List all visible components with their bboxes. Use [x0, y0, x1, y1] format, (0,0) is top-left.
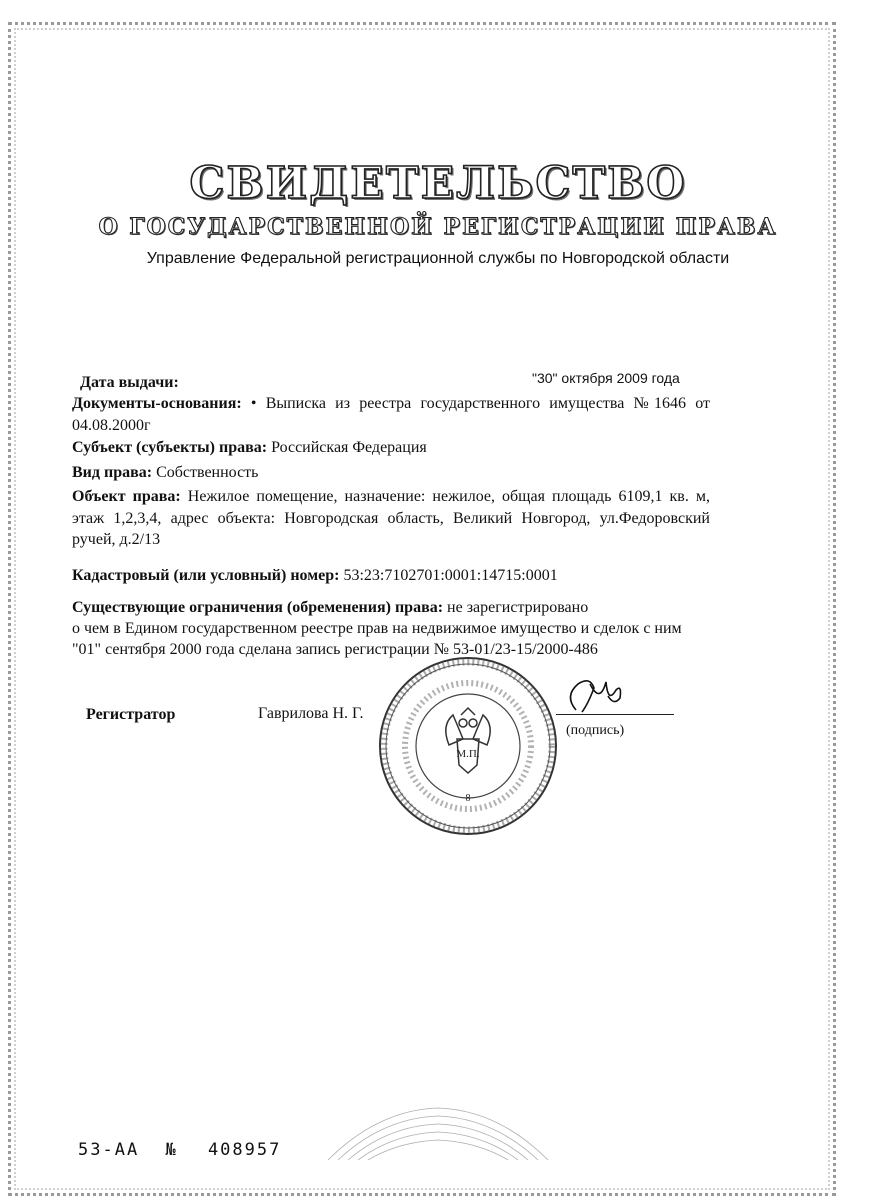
stamp-number: 8 [465, 793, 471, 804]
right-type [72, 462, 258, 484]
coat-of-arms-icon [446, 708, 490, 773]
registrar-name: Гаврилова Н. Г. [258, 705, 364, 722]
registry-record-line1: о чем в Едином государственном реестре прав на недвижимое имущество и сделок с ним [72, 620, 682, 637]
signature-line [556, 714, 674, 715]
signature-caption: (подпись) [566, 723, 625, 738]
document-subtitle: О ГОСУДАРСТВЕННОЙ РЕГИСТРАЦИИ ПРАВА [98, 214, 778, 240]
serial-number: 408957 [207, 1140, 282, 1160]
official-stamp [375, 653, 561, 839]
document-title: СВИДЕТЕЛЬСТВО [189, 158, 687, 209]
serial-no-label: № [165, 1140, 178, 1160]
issue-date-value: "30" октября 2009 года [532, 370, 680, 386]
encumbrances-value: не зарегистрировано [447, 599, 589, 616]
serial-series: 53-АА [78, 1140, 140, 1160]
right-object [72, 486, 710, 551]
encumbrances-label: Существующие ограничения (обременения) права: [72, 599, 444, 616]
documents-basis-label: Документы-основания: [72, 395, 242, 412]
cadastral-number [72, 565, 558, 587]
right-subject-value: Российская Федерация [271, 439, 427, 456]
right-type-value: Собственность [156, 464, 259, 481]
issuing-authority: Управление Федеральной регистрационной службы по Новгородской области [146, 250, 730, 267]
right-subject [72, 437, 427, 459]
encumbrances [72, 597, 588, 619]
documents-basis [72, 393, 710, 436]
issue-date-label: Дата выдачи: [80, 374, 179, 391]
stamp-center-text: М.П. [456, 748, 480, 760]
registrar-label: Регистратор [86, 706, 176, 723]
right-type-label: Вид права: [72, 464, 153, 481]
cadastral-number-label: Кадастровый (или условный) номер: [72, 567, 340, 584]
guilloche-ornament [318, 1100, 558, 1160]
right-object-value: Нежилое помещение, назначение: нежилое, общая площадь 6109,1 кв. м, этаж 1,2,3,4, адрес объекта: Новгородская область, Великий Новгород, ул.Федоровский ручей, д.2/13 [72, 488, 711, 549]
right-object-label: Объект права: [72, 488, 181, 505]
documents-basis-value: • Выписка из реестра государственного имущества №1646 от 04.08.2000г [72, 395, 711, 434]
cadastral-number-value: 53:23:7102701:0001:14715:0001 [343, 567, 558, 584]
right-subject-label: Субъект (субъекты) права: [72, 439, 268, 456]
signature-mark [560, 674, 630, 718]
blank-serial-number [78, 1140, 281, 1160]
registry-record-line2: "01" сентября 2000 года сделана запись регистрации № 53-01/23-15/2000-486 [72, 641, 598, 658]
